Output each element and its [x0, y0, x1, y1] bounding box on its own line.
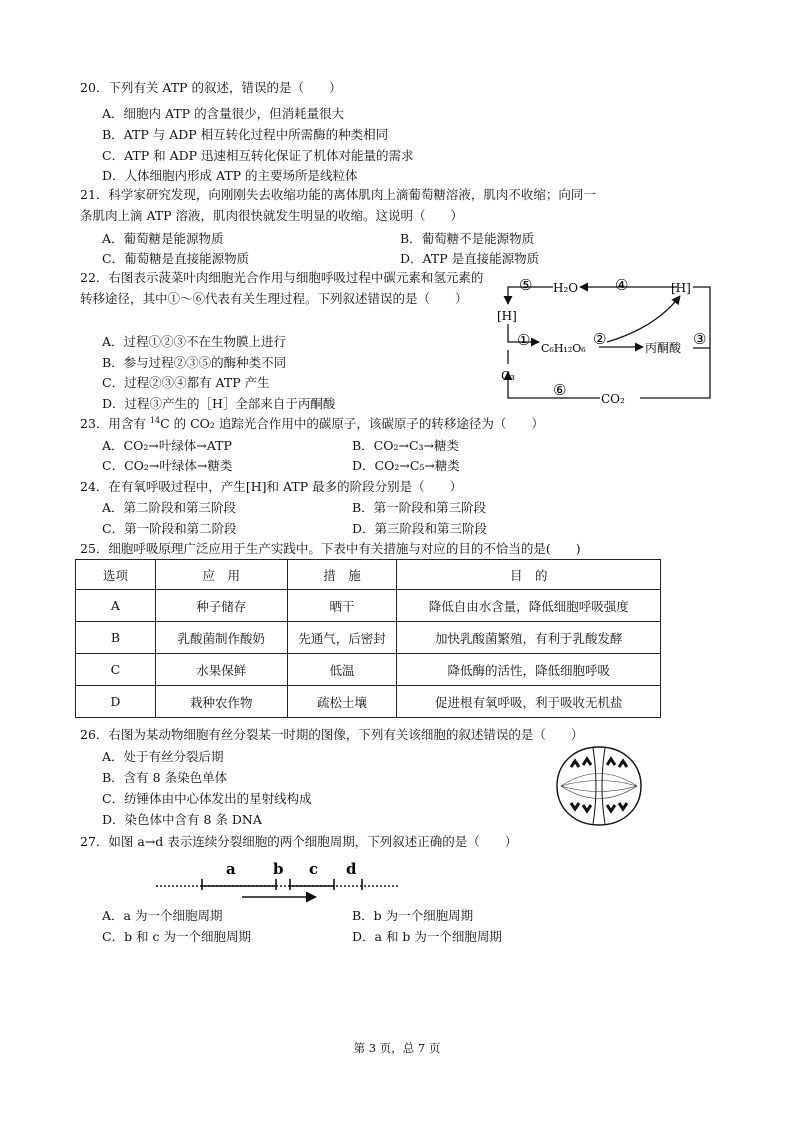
chromosome	[583, 805, 591, 811]
q26-option-c: C．纺锤体由中心体发出的星射线构成	[102, 791, 312, 806]
q22-stem: 22．右图表示菠菜叶肉细胞光合作用与细胞呼吸过程中碳元素和氢元素的转移途径，其中①～⑥代表有关生理过程。下列叙述错误的是（ ）	[80, 270, 484, 306]
q20-option-c: C．ATP 和 ADP 迅速相互转化保证了机体对能量的需求	[102, 148, 414, 163]
q27-cycle-diagram	[152, 856, 402, 904]
q23-stem-pre: 23．用含有	[80, 416, 150, 431]
q27-option-a: A．a 为一个细胞周期	[102, 908, 223, 923]
label-d: d	[346, 860, 357, 878]
chromosome	[619, 803, 627, 809]
label-glucose: C₆H₁₂O₆	[541, 342, 586, 355]
table-cell: 低温	[287, 654, 397, 686]
q25-stem: 25．细胞呼吸原理广泛应用于生产实践中。下表中有关措施与对应的目的不恰当的是( )	[80, 541, 581, 556]
label-c3: C₃	[501, 369, 515, 383]
table-cell: 乳酸菌制作酸奶	[155, 622, 287, 654]
q20-option-b: B．ATP 与 ADP 相互转化过程中所需酶的种类相同	[102, 127, 389, 142]
table-cell: 水果保鲜	[155, 654, 287, 686]
label-pyruvate: 丙酮酸	[645, 341, 682, 355]
cleavage-left	[593, 748, 596, 824]
q24-stem: 24．在有氧呼吸过程中，产生[H]和 ATP 最多的阶段分别是（ ）	[80, 479, 463, 494]
label-h2o: H₂O	[553, 281, 579, 295]
q27-stem: 27．如图 a→d 表示连续分裂细胞的两个细胞周期，下列叙述正确的是（ ）	[80, 834, 518, 849]
q22-option-d: D．过程③产生的［H］全部来自于丙酮酸	[102, 396, 336, 411]
table-cell: 疏松土壤	[287, 686, 397, 718]
table-header-cell: 措 施	[287, 560, 397, 590]
label-co2: CO₂	[601, 392, 625, 406]
q21-option-c: C．葡萄糖是直接能源物质	[102, 251, 250, 266]
table-cell: 降低酶的活性，降低细胞呼吸	[397, 654, 661, 686]
q22-diagram	[495, 268, 720, 418]
label-b: b	[273, 860, 284, 878]
page-footer: 第 3 页，总 7 页	[353, 1041, 441, 1055]
table-cell: 先通气，后密封	[287, 622, 397, 654]
table-cell: 降低自由水含量，降低细胞呼吸强度	[397, 590, 661, 622]
table-row	[76, 622, 661, 654]
chromosome	[607, 805, 615, 811]
q22-option-a: A．过程①②③不在生物膜上进行	[102, 334, 287, 349]
spindle-fiber	[561, 786, 637, 792]
q21-option-b: B．葡萄糖不是能源物质	[400, 231, 535, 246]
q26-option-b: B．含有 8 条染色单体	[102, 770, 228, 785]
table-cell: 晒干	[287, 590, 397, 622]
label-a: a	[226, 860, 236, 878]
label-5: ⑤	[519, 276, 533, 294]
table-header-cell: 选项	[76, 560, 156, 590]
q23-stem-sup: 14	[149, 415, 161, 425]
table-cell: D	[76, 686, 156, 718]
label-1: ①	[517, 331, 531, 349]
table-row	[76, 590, 661, 622]
chromosome	[607, 759, 615, 765]
q27-option-d: D．a 和 b 为一个细胞周期	[352, 929, 502, 944]
q23-stem-post: C 的 CO₂ 追踪光合作用中的碳原子，该碳原子的转移途径为（ ）	[160, 416, 544, 431]
label-h-left: [H]	[497, 309, 517, 323]
table-header-cell: 目 的	[397, 560, 661, 590]
q21-stem: 21．科学家研究发现，向刚刚失去收缩功能的离体肌肉上滴葡萄糖溶液，肌肉不收缩；向同一条肌肉上滴 ATP 溶液，肌肉很快就发生明显的收缩。这说明（ ）	[80, 187, 596, 223]
q21-option-d: D．ATP 是直接能源物质	[400, 251, 540, 266]
q20-option-d: D．人体细胞内形成 ATP 的主要场所是线粒体	[102, 168, 358, 183]
spindle-fiber	[561, 786, 637, 799]
q20-option-a: A．细胞内 ATP 的含量很少，但消耗量很大	[102, 106, 345, 121]
q23-option-b: B．CO₂→C₃→糖类	[352, 438, 460, 453]
table-row	[76, 686, 661, 718]
label-h-top: [H]	[671, 281, 691, 295]
arrow-curve-to-h	[607, 296, 680, 342]
cleavage-right	[602, 748, 605, 824]
q24-option-a: A．第二阶段和第三阶段	[102, 500, 237, 515]
chromosome	[571, 761, 579, 767]
table-cell: A	[76, 590, 156, 622]
table-cell: 加快乳酸菌繁殖，有利于乳酸发酵	[397, 622, 661, 654]
table-cell: 栽种农作物	[155, 686, 287, 718]
q27-option-c: C．b 和 c 为一个细胞周期	[102, 929, 251, 944]
table-header-cell: 应 用	[155, 560, 287, 590]
table-row	[76, 654, 661, 686]
q25-table	[75, 559, 661, 718]
table-cell: 促进根有氧呼吸，利于吸收无机盐	[397, 686, 661, 718]
spindle-fiber	[561, 774, 637, 787]
q24-option-d: D．第三阶段和第三阶段	[352, 521, 488, 536]
chromosome	[571, 803, 579, 809]
spindle-fiber	[561, 781, 637, 787]
q24-option-b: B．第一阶段和第三阶段	[352, 500, 487, 515]
chromosome	[619, 761, 627, 767]
label-3: ③	[693, 330, 707, 348]
table-header-row	[76, 560, 661, 590]
label-c: c	[309, 860, 319, 878]
cell-membrane	[557, 747, 641, 825]
table-cell: C	[76, 654, 156, 686]
table-cell: B	[76, 622, 156, 654]
q22-option-c: C．过程②③④都有 ATP 产生	[102, 375, 270, 390]
q27-option-b: B．b 为一个细胞周期	[352, 908, 474, 923]
q26-cell-diagram	[553, 743, 645, 829]
q24-option-c: C．第一阶段和第二阶段	[102, 521, 237, 536]
label-2: ②	[593, 330, 607, 348]
q23-option-a: A．CO₂→叶绿体→ATP	[102, 438, 232, 453]
q20-stem: 20．下列有关 ATP 的叙述，错误的是（ ）	[80, 80, 342, 95]
q23-stem	[80, 414, 544, 432]
q26-stem: 26．右图为某动物细胞有丝分裂某一时期的图像，下列有关该细胞的叙述错误的是（ ）	[80, 727, 584, 742]
label-6: ⑥	[553, 381, 567, 399]
chromosome	[583, 759, 591, 765]
q23-option-c: C．CO₂→叶绿体→糖类	[102, 458, 233, 473]
q23-option-d: D．CO₂→C₅→糖类	[352, 458, 460, 473]
label-4: ④	[615, 276, 629, 294]
q26-option-a: A．处于有丝分裂后期	[102, 749, 224, 764]
q26-option-d: D．染色体中含有 8 条 DNA	[102, 812, 262, 827]
table-cell: 种子储存	[155, 590, 287, 622]
q21-option-a: A．葡萄糖是能源物质	[102, 231, 224, 246]
q22-option-b: B．参与过程②③⑤的酶种类不同	[102, 355, 287, 370]
